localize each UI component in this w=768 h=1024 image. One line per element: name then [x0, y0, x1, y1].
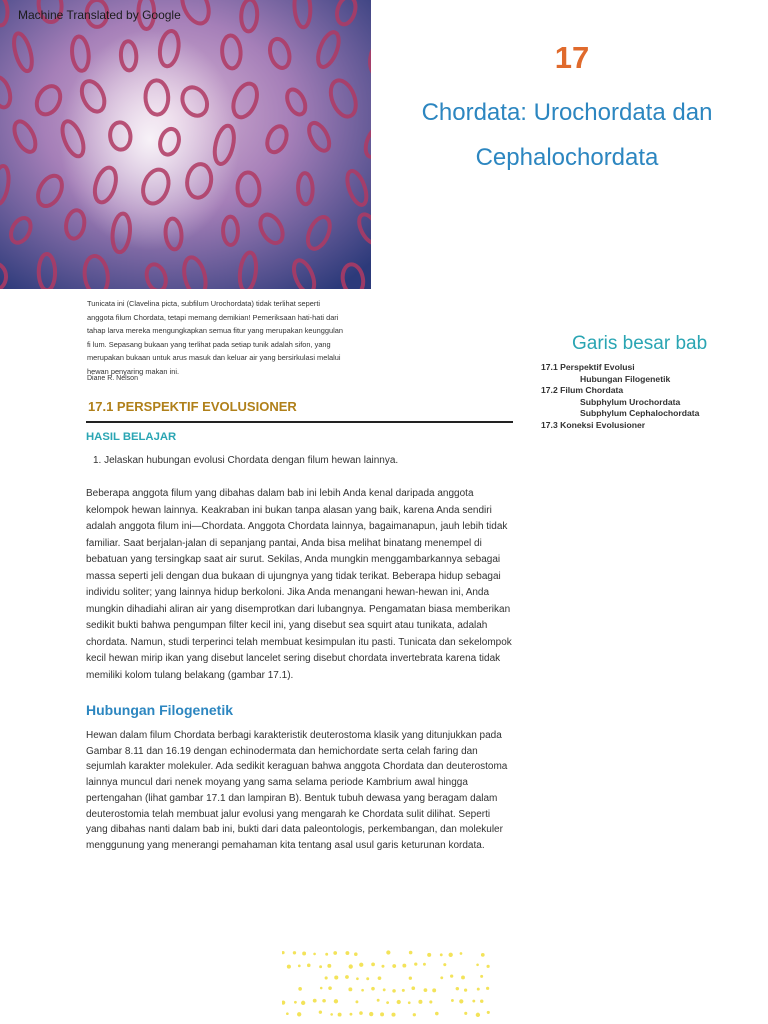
learning-outcomes-heading: HASIL BELAJAR [86, 431, 177, 443]
text-line: lainnya muncul dari nenek moyang yang sama selama periode Kambrium awal hingga [86, 777, 468, 789]
text-line: mungkin dihadiahi aliran air yang disemprotkan dari lubangnya. Pengamatan biasa memberikan [86, 603, 511, 615]
decorative-dot [443, 963, 446, 966]
decorative-dot [472, 1000, 475, 1003]
decorative-dot [286, 1012, 289, 1015]
outline-item: 17.1 Perspektif Evolusi [541, 362, 635, 372]
chapter-title-line: Cephalochordata [475, 144, 659, 171]
decorative-dot [378, 976, 382, 980]
text-line: sejumlah karakter molekuler. Ada sedikit keraguan bahwa anggota Chordata dan deuterostoma [86, 761, 508, 773]
decorative-dot [355, 1000, 358, 1003]
decorative-dot [449, 953, 453, 957]
decorative-dot [411, 986, 415, 990]
decorative-dot [349, 1013, 352, 1016]
text-line: sedikit bukti bahwa pengumpan filter kecil ini, yang disebut sea squirt atau tunikata, adalah [86, 620, 488, 631]
decorative-dot [476, 963, 479, 966]
decorative-dot [359, 963, 363, 967]
decorative-dot [487, 965, 490, 968]
caption-line: tahap larva mereka mengungkapkan semua fitur yang merupakan keunggulan [87, 326, 343, 335]
decorative-dot [397, 1000, 401, 1004]
chapter-outline [541, 362, 699, 432]
decorative-dot [402, 964, 406, 968]
body-paragraph [86, 728, 518, 854]
decorative-dot [450, 975, 453, 978]
decorative-dot [294, 1001, 297, 1004]
decorative-dot [461, 976, 465, 980]
outline-item: Hubungan Filogenetik [580, 373, 671, 384]
text-line: kelompok hewan lainnya. Keakraban ini bukan tanpa alasan yang baik, karena Anda sendiri [86, 504, 492, 516]
decorative-dot [282, 1001, 285, 1005]
text-line: individu soliter; yang lainnya hidup berkoloni. Jika Anda menangani hewan-hewan ini, Anda [86, 587, 490, 598]
decorative-dot [328, 986, 332, 990]
section-divider [86, 421, 513, 423]
photo-caption [87, 297, 363, 378]
decorative-dot [369, 1012, 373, 1016]
decorative-dot [320, 987, 323, 990]
decorative-dot [345, 975, 349, 979]
decorative-dot [322, 999, 326, 1003]
decorative-dot [427, 953, 431, 957]
caption-line: anggota filum Chordata, tetapi memang demikian! Pemeriksaan hati-hati dari [87, 312, 339, 322]
decorative-dot [392, 989, 396, 993]
decorative-dot [432, 988, 436, 992]
caption-line: Tunicata ini (Clavelina picta, subfilum Urochordata) tidak terlihat seperti [87, 299, 321, 308]
decorative-dot [392, 964, 396, 968]
decorative-dot [297, 1012, 301, 1016]
decorative-dot [354, 952, 358, 956]
learning-outcome-item: 1. Jelaskan hubungan evolusi Chordata dengan filum hewan lainnya. [93, 455, 399, 466]
decorative-dot [391, 1013, 395, 1017]
decorative-dot [371, 963, 375, 967]
decorative-dot [293, 951, 296, 954]
chapter-number: 17 [554, 40, 590, 75]
decorative-dot [282, 951, 285, 954]
decorative-dot [409, 977, 412, 980]
outline-item: Subphylum Cephalochordata [580, 408, 700, 419]
decorative-dot [359, 1011, 363, 1015]
decorative-dot [298, 965, 301, 968]
decorative-dot [377, 999, 380, 1002]
decorative-dot [348, 987, 352, 991]
decorative-dot [356, 977, 359, 980]
text-line: Beberapa anggota filum yang dibahas dalam bab ini lebih Anda kenal daripada anggota [86, 488, 474, 499]
decorative-dot [423, 963, 426, 966]
outline-item: Subphylum Urochordata [580, 396, 681, 407]
decorative-dot-pattern [282, 948, 494, 1018]
decorative-dot [386, 950, 390, 954]
text-line: kecil hewan mirip ikan yang disebut lancelet sering disebut chordata invertebrata karena tidak [86, 653, 501, 664]
decorative-dot [440, 976, 443, 979]
caption-line: merupakan bukaan untuk arus masuk dan keluar air yang bersirkulasi melalui [87, 353, 341, 362]
decorative-dot [460, 952, 463, 955]
decorative-dot [380, 1012, 384, 1016]
decorative-dot [330, 1013, 333, 1016]
decorative-dot [381, 965, 384, 968]
text-line: menggunung yang menerangi pemahaman kita tentang asal usul garis keturunan kordata. [86, 839, 485, 851]
chapter-title-line: Chordata: Urochordata dan [421, 99, 713, 126]
body-paragraph [86, 486, 516, 684]
decorative-dot [302, 952, 306, 956]
decorative-dot [414, 963, 417, 966]
decorative-dot [429, 1000, 432, 1003]
decorative-dot [349, 964, 353, 968]
text-line: adalah anggota filum ini—Chordata. Anggota Chordata lainnya, bagaimanapun, jauh lebih tidak [86, 521, 508, 532]
section-heading: 17.1 PERSPEKTIF EVOLUSIONER [88, 399, 297, 414]
decorative-dot [298, 987, 302, 991]
decorative-dot [307, 964, 311, 968]
decorative-dot [480, 975, 483, 978]
decorative-dot [386, 1001, 389, 1004]
decorative-dot [361, 989, 364, 992]
text-line: yang dibahas nanti dalam bab ini, bukti dari data paleontologis, perkembangan, dan molekuler [86, 824, 503, 836]
photo-credit: Diane R. Nelson [87, 375, 138, 382]
decorative-dot [481, 953, 485, 957]
decorative-dot [334, 999, 338, 1003]
decorative-dot [338, 1013, 342, 1017]
decorative-dot [287, 965, 291, 969]
caption-line: fi lum. Sepasang bukaan yang terlihat pada setiap tunik adalah sifon, yang [87, 339, 331, 349]
decorative-dot [409, 951, 413, 955]
text-line: deuterostomia telah membuat jalur evolusi yang mengarah ke Chordata sulit dilihat. Seperti [86, 808, 491, 820]
outline-title: Garis besar bab [572, 333, 708, 354]
decorative-dot [451, 999, 454, 1002]
outline-item: 17.3 Koneksi Evolusioner [541, 419, 646, 430]
text-line: bebatuan yang tersingkap saat air surut. Sekilas, Anda mungkin menggambarkannya sebagai [86, 554, 501, 565]
text-line: chordata. Namun, studi terperinci telah membuat kesimpulan itu pasti. Tunicata dan sekelompok [86, 636, 512, 648]
chapter-title [400, 90, 734, 180]
outline-item: 17.2 Filum Chordata [541, 385, 624, 396]
decorative-dot [325, 976, 328, 979]
decorative-dot [313, 999, 317, 1003]
decorative-dot [325, 953, 328, 956]
decorative-dot [313, 953, 316, 956]
decorative-dot [334, 975, 338, 979]
tunicate-photo [0, 0, 371, 289]
text-line: familiar. Saat berjalan-jalan di sepanjang pantai, Anda bisa melihat binatang menempel di [86, 537, 482, 549]
decorative-dot [402, 989, 405, 992]
text-line: memiliki kolom tulang belakang (gambar 17.1). [86, 669, 294, 681]
decorative-dot [476, 1013, 480, 1017]
decorative-dot [456, 987, 459, 990]
decorative-dot [327, 964, 331, 968]
decorative-dot [480, 1000, 483, 1003]
decorative-dot [464, 989, 467, 992]
decorative-dot [440, 953, 443, 956]
decorative-dot [413, 1013, 416, 1016]
decorative-dot [366, 977, 369, 980]
decorative-dot [435, 1012, 439, 1016]
decorative-dot [371, 987, 375, 991]
decorative-dot [383, 988, 386, 991]
decorative-dot [408, 1001, 411, 1004]
text-line: Gambar 8.11 dan 16.19 dengan echinodermata dan hemichordate serta celah faring dan [86, 745, 478, 757]
decorative-dot [477, 988, 480, 991]
decorative-dot [345, 951, 349, 955]
decorative-dot [333, 951, 337, 955]
text-line: pertengahan (lihat gambar 17.1 dan lampiran B). Bentuk tubuh dewasa yang beragam dalam [86, 792, 498, 804]
translation-label: Machine Translated by Google [18, 8, 181, 22]
decorative-dot [424, 988, 428, 992]
decorative-dot [301, 1001, 305, 1005]
decorative-dot [487, 1011, 490, 1014]
text-line: massa seperti jeli dengan dua bukaan di ujungnya yang tidak terikat. Beberapa hidup sebagai [86, 570, 501, 582]
caption-line: hewan penyaring makan ini. [87, 366, 180, 376]
decorative-dot [486, 987, 489, 990]
subsection-heading: Hubungan Filogenetik [86, 702, 233, 718]
decorative-dot [459, 999, 463, 1003]
decorative-dot [464, 1012, 467, 1015]
decorative-dot [319, 1010, 322, 1013]
decorative-dot [418, 1000, 422, 1004]
text-line: Hewan dalam filum Chordata berbagi karakteristik deuterostoma klasik yang ditunjukkan pada [86, 730, 502, 741]
decorative-dot [319, 965, 322, 968]
